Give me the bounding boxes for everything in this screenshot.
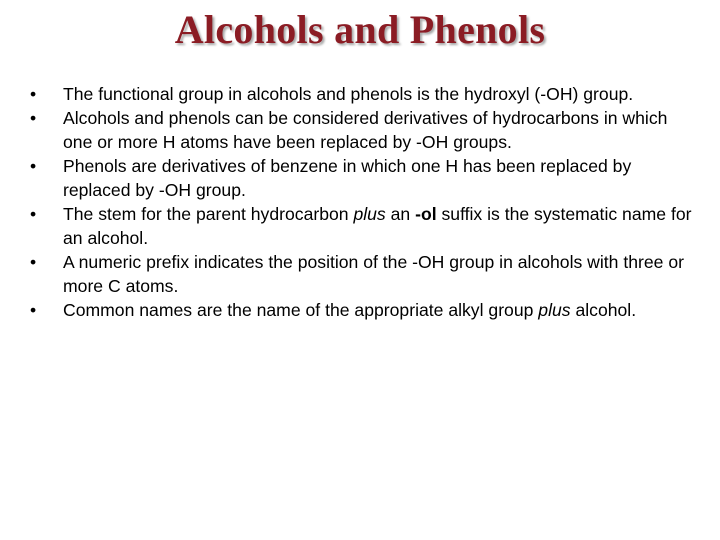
bullet-text: Alcohols and phenols can be considered derivatives of hydrocarbons in which one or more H atoms have been replaced by -OH groups. xyxy=(63,108,668,152)
bullet-dot-icon: • xyxy=(30,204,37,224)
emphasis-plus: plus xyxy=(538,300,571,320)
emphasis-plus: plus xyxy=(353,204,386,224)
bullet-text: Phenols are derivatives of benzene in which one H has been replaced by replaced by -OH group. xyxy=(63,156,632,200)
bullet-dot-icon: • xyxy=(30,108,37,128)
bullet-text: The functional group in alcohols and phenols is the hydroxyl (-OH) group. xyxy=(63,84,634,104)
bullet-item xyxy=(30,154,696,202)
bullet-text: A numeric prefix indicates the position of the -OH group in alcohols with three or more C atoms. xyxy=(63,252,684,296)
bullet-text-part: alcohol. xyxy=(570,300,637,320)
bullet-item xyxy=(30,82,696,106)
bullet-item xyxy=(30,298,696,322)
bullet-dot-icon: • xyxy=(30,156,37,176)
bullet-dot-icon: • xyxy=(30,252,37,272)
bullet-text-part: an xyxy=(385,204,416,224)
bullet-dot-icon: • xyxy=(30,84,37,104)
bullet-item xyxy=(30,202,696,250)
suffix-ol: -ol xyxy=(415,204,437,224)
bullet-dot-icon: • xyxy=(30,300,37,320)
slide-title: Alcohols and Phenols xyxy=(174,7,546,52)
bullet-item xyxy=(30,250,696,298)
bullet-item xyxy=(30,106,696,154)
bullet-text-part: Common names are the name of the appropriate alkyl group xyxy=(63,300,539,320)
bullet-text-part: suffix is the systematic name for an alcohol. xyxy=(63,204,692,248)
bullet-list xyxy=(30,82,696,322)
bullet-text-part: The stem for the parent hydrocarbon xyxy=(63,204,354,224)
